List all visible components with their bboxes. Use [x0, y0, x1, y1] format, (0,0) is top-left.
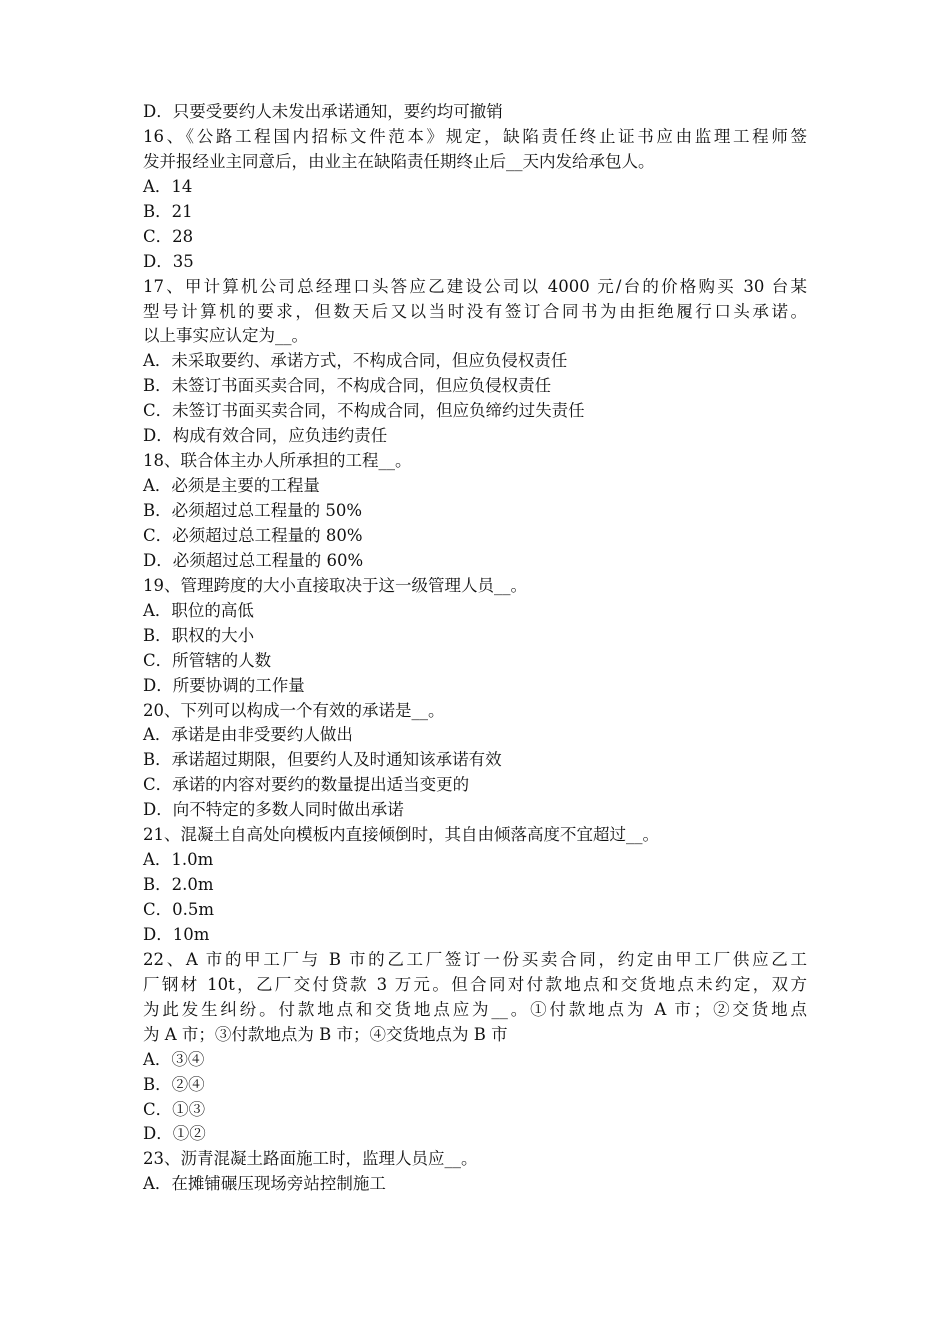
question-line: 为 A 市；③付款地点为 B 市；④交货地点为 B 市	[143, 1024, 508, 1044]
option-line: B．21	[143, 201, 193, 221]
option-line: A．③④	[143, 1049, 205, 1069]
option-line: C．①③	[143, 1099, 206, 1119]
option-line: A．未采取要约、承诺方式，不构成合同，但应负侵权责任	[143, 351, 568, 371]
option-line: C．未签订书面买卖合同，不构成合同，但应负缔约过失责任	[143, 401, 585, 421]
option-line: D．构成有效合同，应负违约责任	[143, 426, 388, 446]
option-line: A．承诺是由非受要约人做出	[143, 725, 353, 745]
question-line: 17、甲计算机公司总经理口头答应乙建设公司以 4000 元/台的价格购买 30 台某	[143, 276, 807, 296]
option-line: B．承诺超过期限，但要约人及时通知该承诺有效	[143, 750, 502, 770]
question-line: 厂钢材 10t，乙厂交付贷款 3 万元。但合同对付款地点和交货地点未约定，双方	[143, 974, 807, 994]
option-line: B．未签订书面买卖合同，不构成合同，但应负侵权责任	[143, 376, 552, 396]
option-line: D．向不特定的多数人同时做出承诺	[143, 800, 404, 820]
question-line: 20、下列可以构成一个有效的承诺是__。	[143, 700, 445, 720]
option-line: D．35	[143, 251, 194, 271]
option-line: B．②④	[143, 1074, 205, 1094]
question-line: 型号计算机的要求，但数天后又以当时没有签订合同书为由拒绝履行口头承诺。	[143, 301, 807, 321]
option-line: A．在摊铺碾压现场旁站控制施工	[143, 1174, 386, 1194]
question-line: 为此发生纠纷。付款地点和交货地点应为__。①付款地点为 A 市；②交货地点	[143, 999, 807, 1019]
option-line: D．必须超过总工程量的 60%	[143, 550, 364, 570]
question-line: 23、沥青混凝土路面施工时，监理人员应__。	[143, 1149, 478, 1169]
option-line: D．所要协调的工作量	[143, 675, 305, 695]
question-line: 22、A 市的甲工厂与 B 市的乙工厂签订一份买卖合同，约定由甲工厂供应乙工	[143, 949, 807, 969]
option-line: C．必须超过总工程量的 80%	[143, 525, 363, 545]
option-line: A．14	[143, 176, 193, 196]
option-line: C．承诺的内容对要约的数量提出适当变更的	[143, 775, 470, 795]
option-line: B．2.0m	[143, 875, 214, 895]
option-line: D．①②	[143, 1124, 206, 1144]
question-line: 发并报经业主同意后，由业主在缺陷责任期终止后__天内发给承包人。	[143, 151, 655, 171]
option-line: C．所管辖的人数	[143, 650, 272, 670]
question-line: 19、管理跨度的大小直接取决于这一级管理人员__。	[143, 575, 527, 595]
question-line: 21、混凝土自高处向模板内直接倾倒时，其自由倾落高度不宜超过__。	[143, 825, 659, 845]
option-line: B．必须超过总工程量的 50%	[143, 501, 363, 520]
option-line: C．0.5m	[143, 900, 215, 919]
option-line: C．28	[143, 226, 194, 246]
document-body	[143, 100, 807, 1197]
question-line: 18、联合体主办人所承担的工程__。	[143, 451, 412, 471]
option-line: B．职权的大小	[143, 625, 255, 645]
option-line: D．只要受要约人未发出承诺通知，要约均可撤销	[143, 102, 503, 121]
option-line: A．职位的高低	[143, 600, 254, 620]
option-line: A．必须是主要的工程量	[143, 476, 320, 496]
option-line: D．10m	[143, 924, 210, 944]
option-line: A．1.0m	[143, 850, 214, 870]
question-line: 16、《公路工程国内招标文件范本》规定，缺陷责任终止证书应由监理工程师签	[143, 126, 807, 146]
question-line: 以上事实应认定为__。	[143, 326, 308, 346]
